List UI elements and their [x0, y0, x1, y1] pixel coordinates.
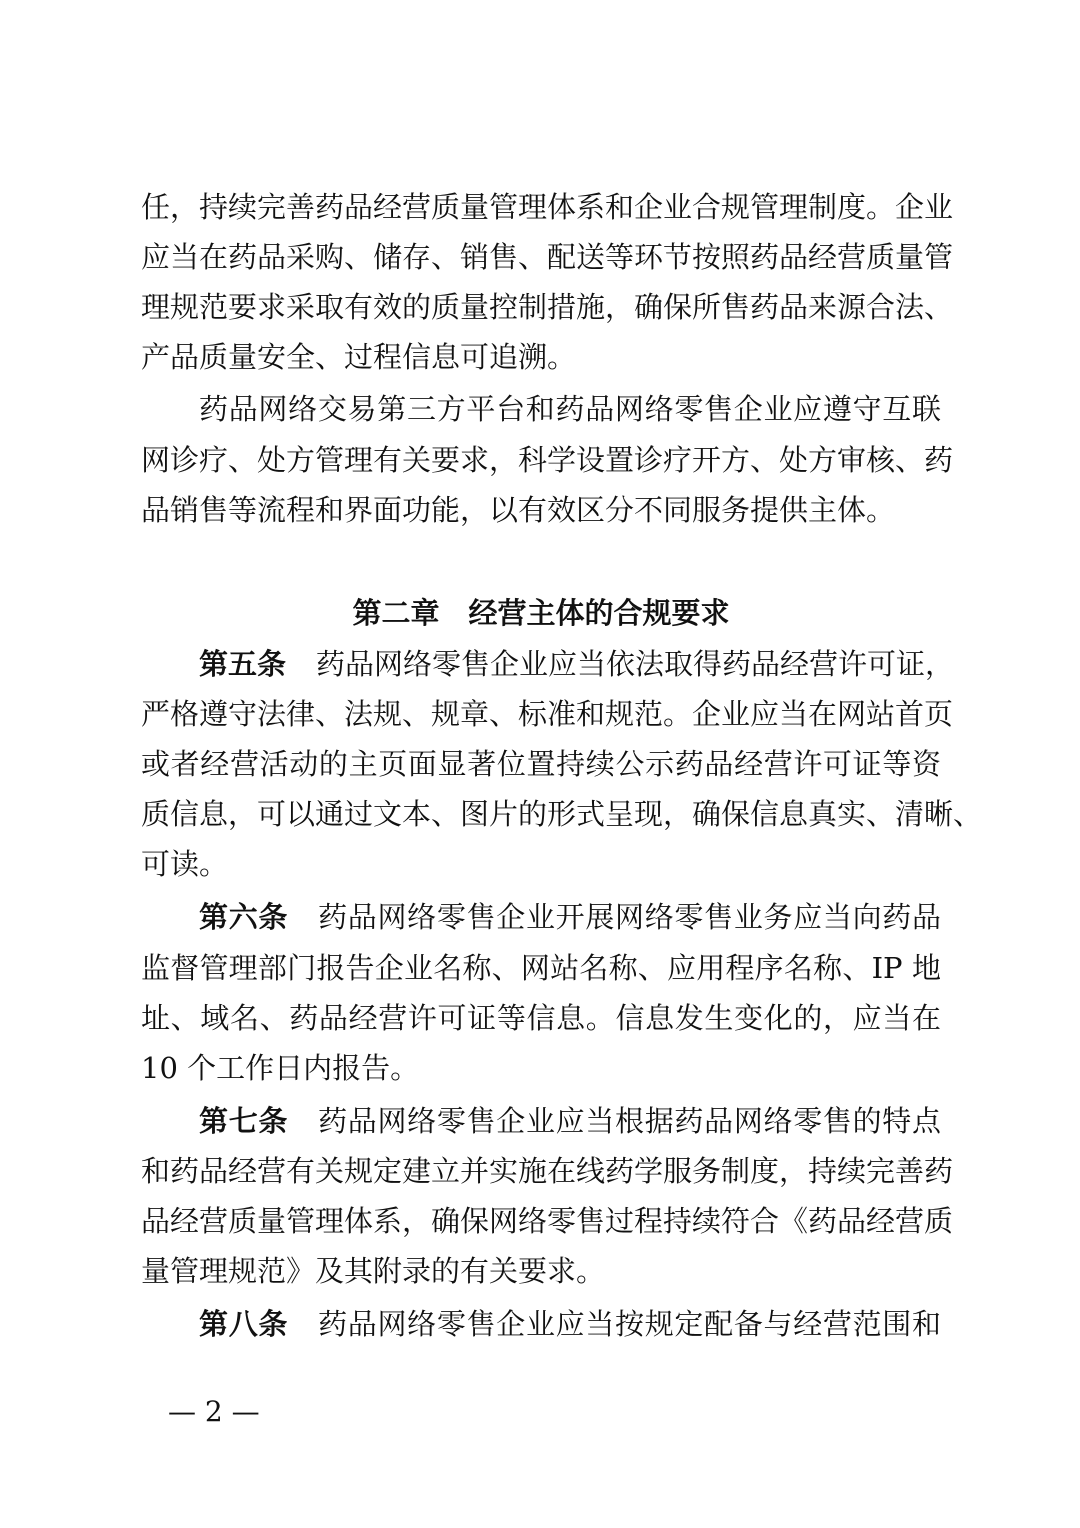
paragraph-line: 网诊疗、处方管理有关要求，科学设置诊疗开方、处方审核、药: [141, 443, 954, 477]
page-number: — 2 —: [168, 1395, 260, 1428]
article-6-first-line: [141, 897, 941, 937]
paragraph-line: 品经营质量管理体系，确保网络零售过程持续符合《药品经营质: [141, 1204, 954, 1238]
paragraph-line: 址、域名、药品经营许可证等信息。信息发生变化的，应当在: [141, 1001, 941, 1035]
article-7-first-line: [141, 1101, 941, 1141]
article-8-number: 第八条: [199, 1307, 289, 1341]
article-7-number: 第七条: [199, 1104, 289, 1138]
paragraph-line: 应当在药品采购、储存、销售、配送等环节按照药品经营质量管: [141, 240, 954, 274]
article-6-text: 药品网络零售企业开展网络零售业务应当向药品: [318, 900, 941, 934]
article-8-first-line: [141, 1304, 941, 1344]
paragraph-line: 理规范要求采取有效的质量控制措施，确保所售药品来源合法、: [141, 290, 954, 324]
paragraph-line: 品销售等流程和界面功能，以有效区分不同服务提供主体。: [141, 493, 896, 527]
article-5-number: 第五条: [199, 647, 287, 681]
paragraph-line: 严格遵守法律、法规、规章、标准和规范。企业应当在网站首页: [141, 697, 954, 731]
article-6-number: 第六条: [199, 900, 289, 934]
article-5-first-line: [141, 644, 955, 684]
paragraph-line: 药品网络交易第三方平台和药品网络零售企业应遵守互联: [199, 392, 941, 426]
article-7-text: 药品网络零售企业应当根据药品网络零售的特点: [318, 1104, 941, 1138]
paragraph-line: 任，持续完善药品经营质量管理体系和企业合规管理制度。企业: [141, 190, 954, 224]
paragraph-line: 可读。: [141, 847, 229, 881]
chapter-title: 第二章 经营主体的合规要求: [352, 596, 730, 630]
article-5-text: 药品网络零售企业应当依法取得药品经营许可证，: [316, 647, 955, 681]
article-8-text: 药品网络零售企业应当按规定配备与经营范围和: [318, 1307, 941, 1341]
paragraph-line: 质信息，可以通过文本、图片的形式呈现，确保信息真实、清晰、: [141, 797, 983, 831]
paragraph-line: 或者经营活动的主页面显著位置持续公示药品经营许可证等资: [141, 747, 941, 781]
paragraph-line: 和药品经营有关规定建立并实施在线药学服务制度，持续完善药: [141, 1154, 954, 1188]
paragraph-line: 10 个工作日内报告。: [141, 1051, 420, 1085]
paragraph-line: 产品质量安全、过程信息可追溯。: [141, 340, 577, 374]
paragraph-line: 量管理规范》及其附录的有关要求。: [141, 1254, 606, 1288]
paragraph-line: 监督管理部门报告企业名称、网站名称、应用程序名称、IP 地: [141, 951, 941, 985]
